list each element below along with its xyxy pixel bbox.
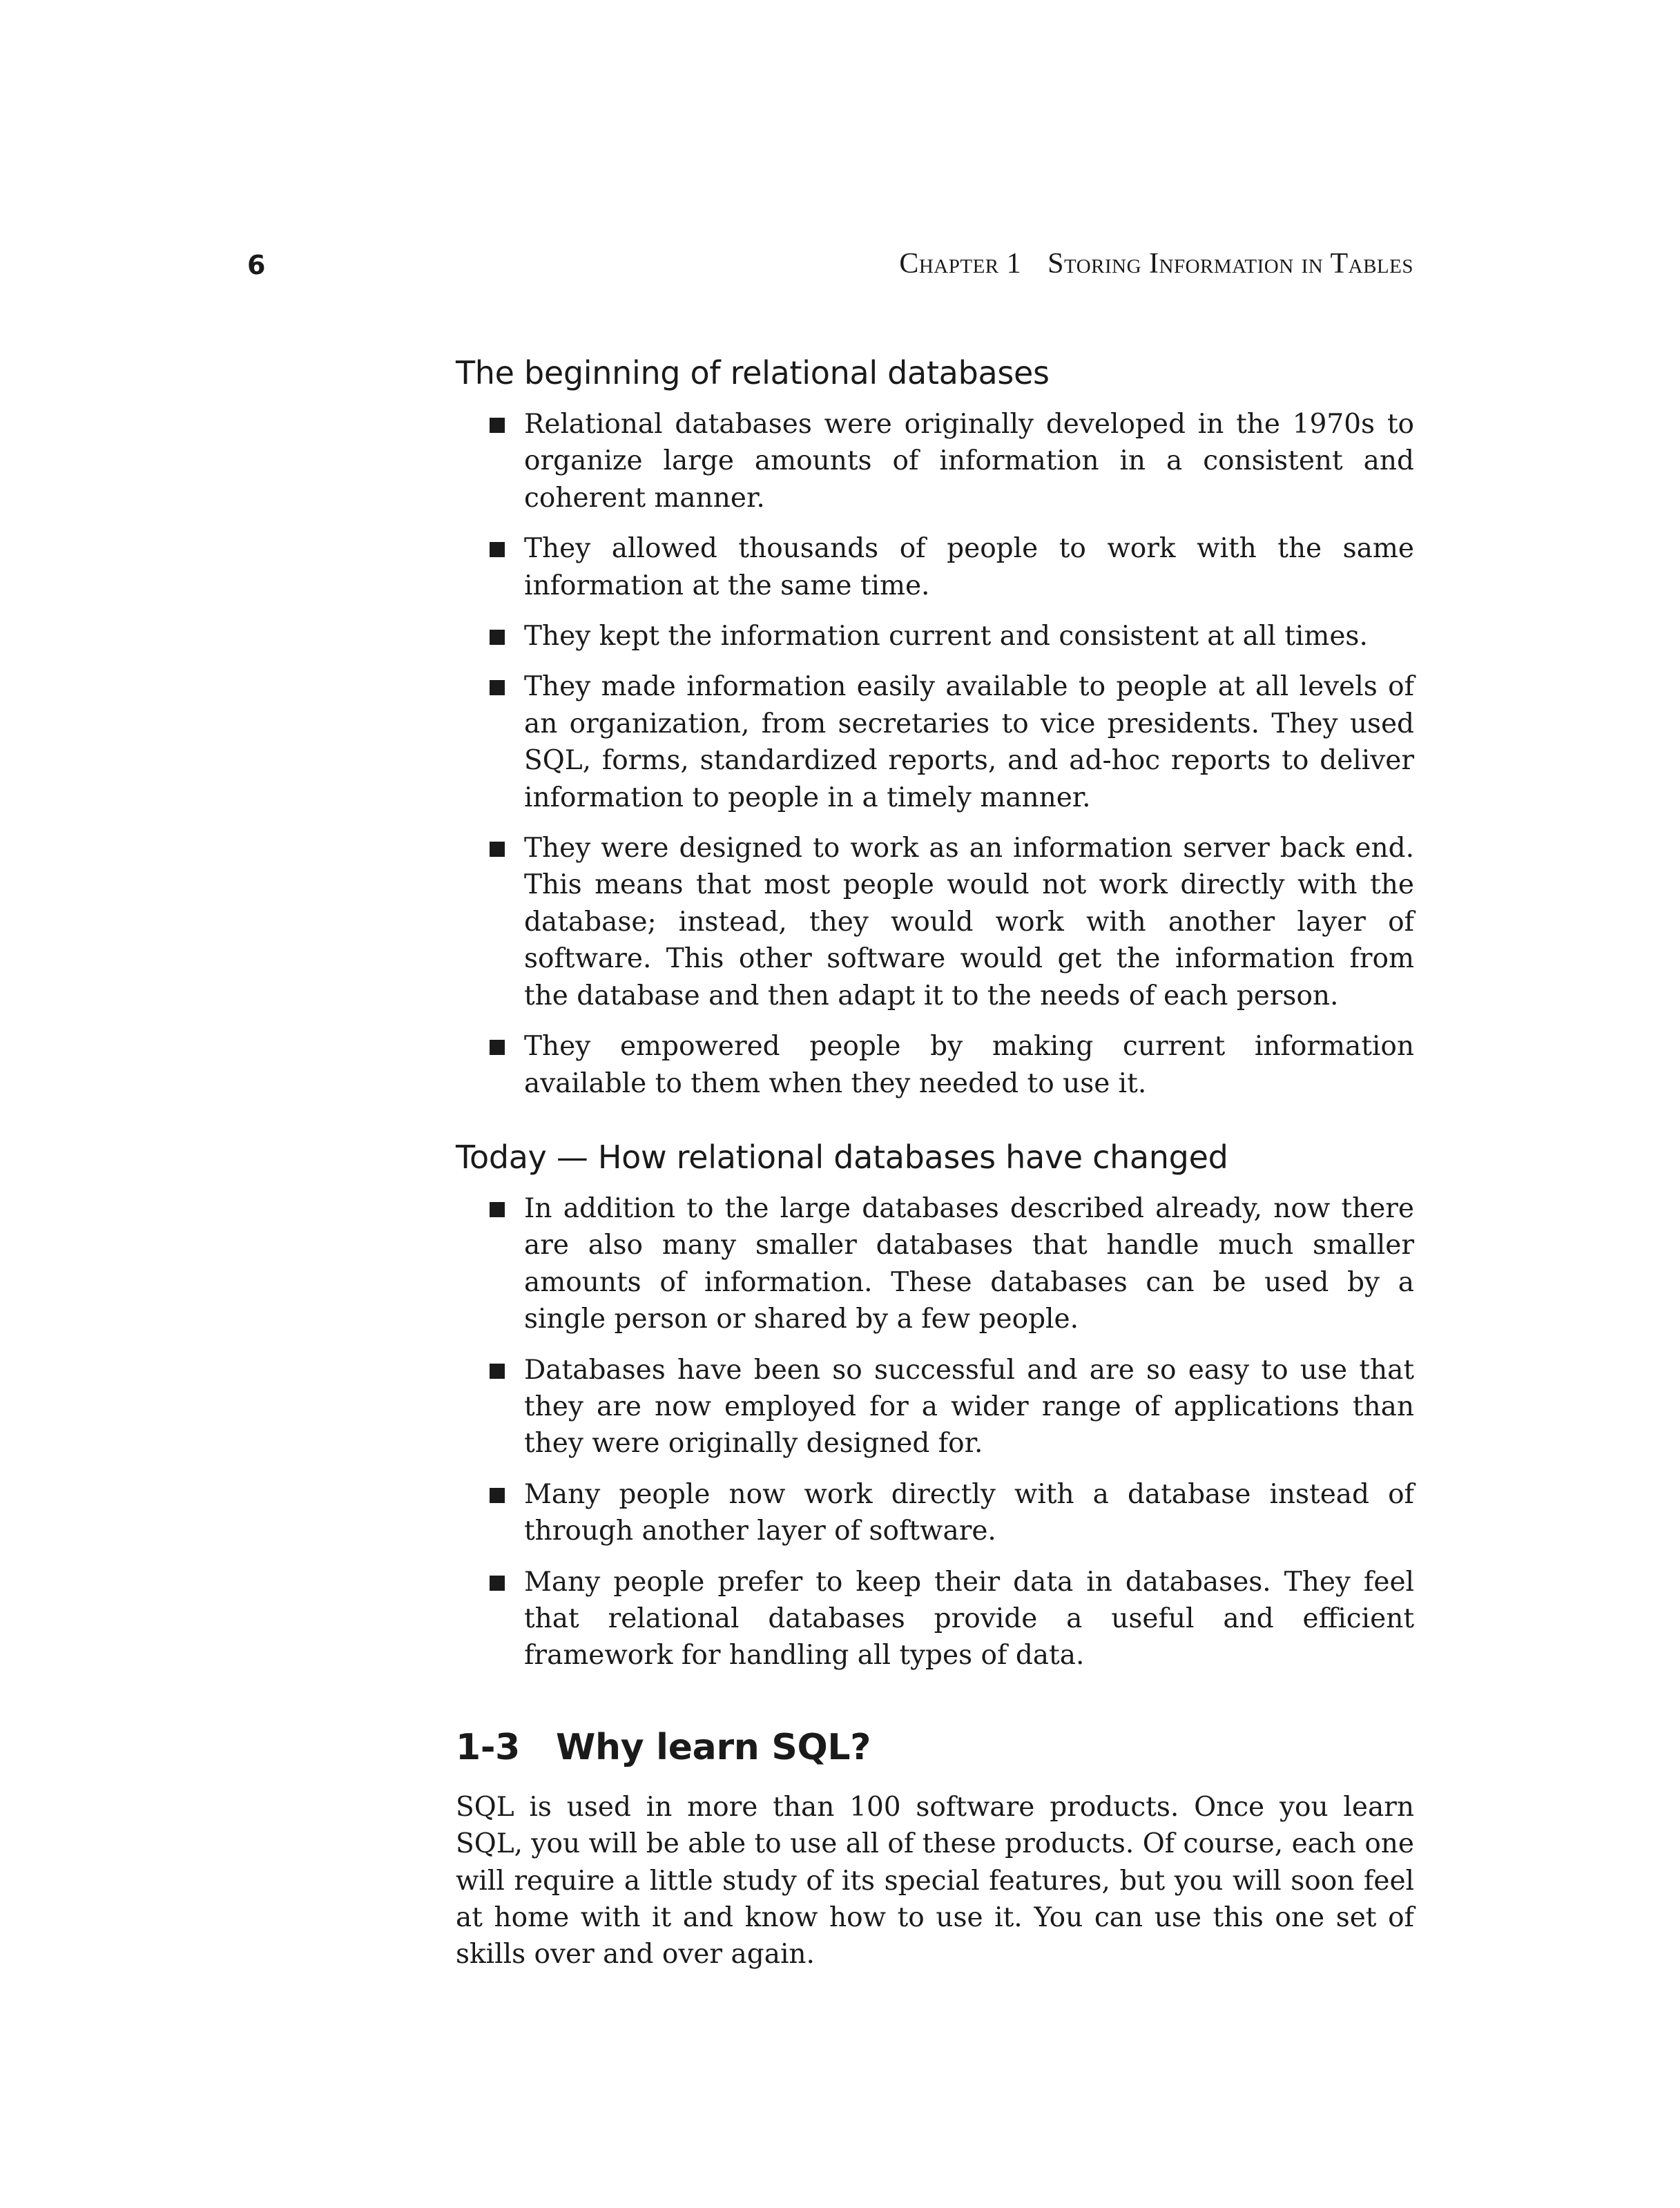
list-item-text: They kept the information current and consistent at all times. [524, 621, 1368, 652]
bullet-list [456, 1190, 1414, 1674]
page-body [456, 352, 1414, 1973]
list-item-text: They empowered people by making current information available to them when they needed to use it. [524, 1031, 1414, 1099]
list-item-text: They made information easily available to people at all levels of an organization, from secretaries to vice presidents. They used SQL, forms, standardized reports, and ad-hoc reports to deliver information to people in a timely manner. [524, 671, 1414, 813]
subsection-heading [456, 1725, 1414, 1770]
list-item [456, 1564, 1414, 1674]
list-item-text: Relational databases were originally developed in the 1970s to organize large amounts of information in a consistent and coherent manner. [524, 409, 1414, 514]
list-item [456, 668, 1414, 816]
list-item [456, 618, 1414, 655]
section-heading: Today — How relational databases have changed [456, 1138, 1228, 1176]
square-bullet-icon [490, 842, 505, 857]
list-item [456, 530, 1414, 604]
square-bullet-icon [490, 1040, 505, 1055]
list-item [456, 1476, 1414, 1550]
chapter-label: Chapter 1 [899, 248, 1022, 280]
list-item-text: They were designed to work as an information server back end. This means that most people would not work directly with the database; instead, they would work with another layer of software. This other software would get the information from the database and then adapt it to the needs of each person. [524, 833, 1414, 1011]
square-bullet-icon [490, 630, 505, 645]
section-heading: The beginning of relational databases [456, 354, 1050, 391]
list-item [456, 1352, 1414, 1462]
square-bullet-icon [490, 1488, 505, 1503]
square-bullet-icon [490, 1202, 505, 1217]
list-item [456, 406, 1414, 516]
list-item-text: In addition to the large databases described already, now there are also many smaller databases that handle much smaller amounts of information. These databases can be used by a single person or shared by a few people. [524, 1192, 1414, 1335]
list-item-text: They allowed thousands of people to work with the same information at the same time. [524, 533, 1414, 601]
body-paragraph: SQL is used in more than 100 software products. Once you learn SQL, you will be able to use all of these products. Of course, each one will require a little study of its special features, but you will soon feel at home with it and know how to use it. You can use this one set of skills over and over again. [456, 1791, 1414, 1970]
square-bullet-icon [490, 1576, 505, 1591]
bullet-list [456, 406, 1414, 1102]
list-item-text: Many people prefer to keep their data in databases. They feel that relational databases provide a useful and efficient framework for handling all types of data. [524, 1566, 1414, 1672]
list-item [456, 1028, 1414, 1102]
chapter-title: Storing Information in Tables [1047, 248, 1413, 280]
list-item-text: Many people now work directly with a database instead of through another layer of software. [524, 1478, 1414, 1547]
list-item-text: Databases have been so successful and are so easy to use that they are now employed for a wider range of applications than they were originally designed for. [524, 1354, 1414, 1460]
list-item [456, 830, 1414, 1014]
square-bullet-icon [490, 418, 505, 433]
page-number: 6 [247, 250, 266, 280]
subsection-title: Why learn SQL? [556, 1726, 871, 1768]
running-header [899, 246, 1413, 282]
square-bullet-icon [490, 1364, 505, 1379]
square-bullet-icon [490, 542, 505, 557]
square-bullet-icon [490, 680, 505, 695]
subsection-number: 1-3 [456, 1726, 521, 1768]
list-item [456, 1190, 1414, 1338]
